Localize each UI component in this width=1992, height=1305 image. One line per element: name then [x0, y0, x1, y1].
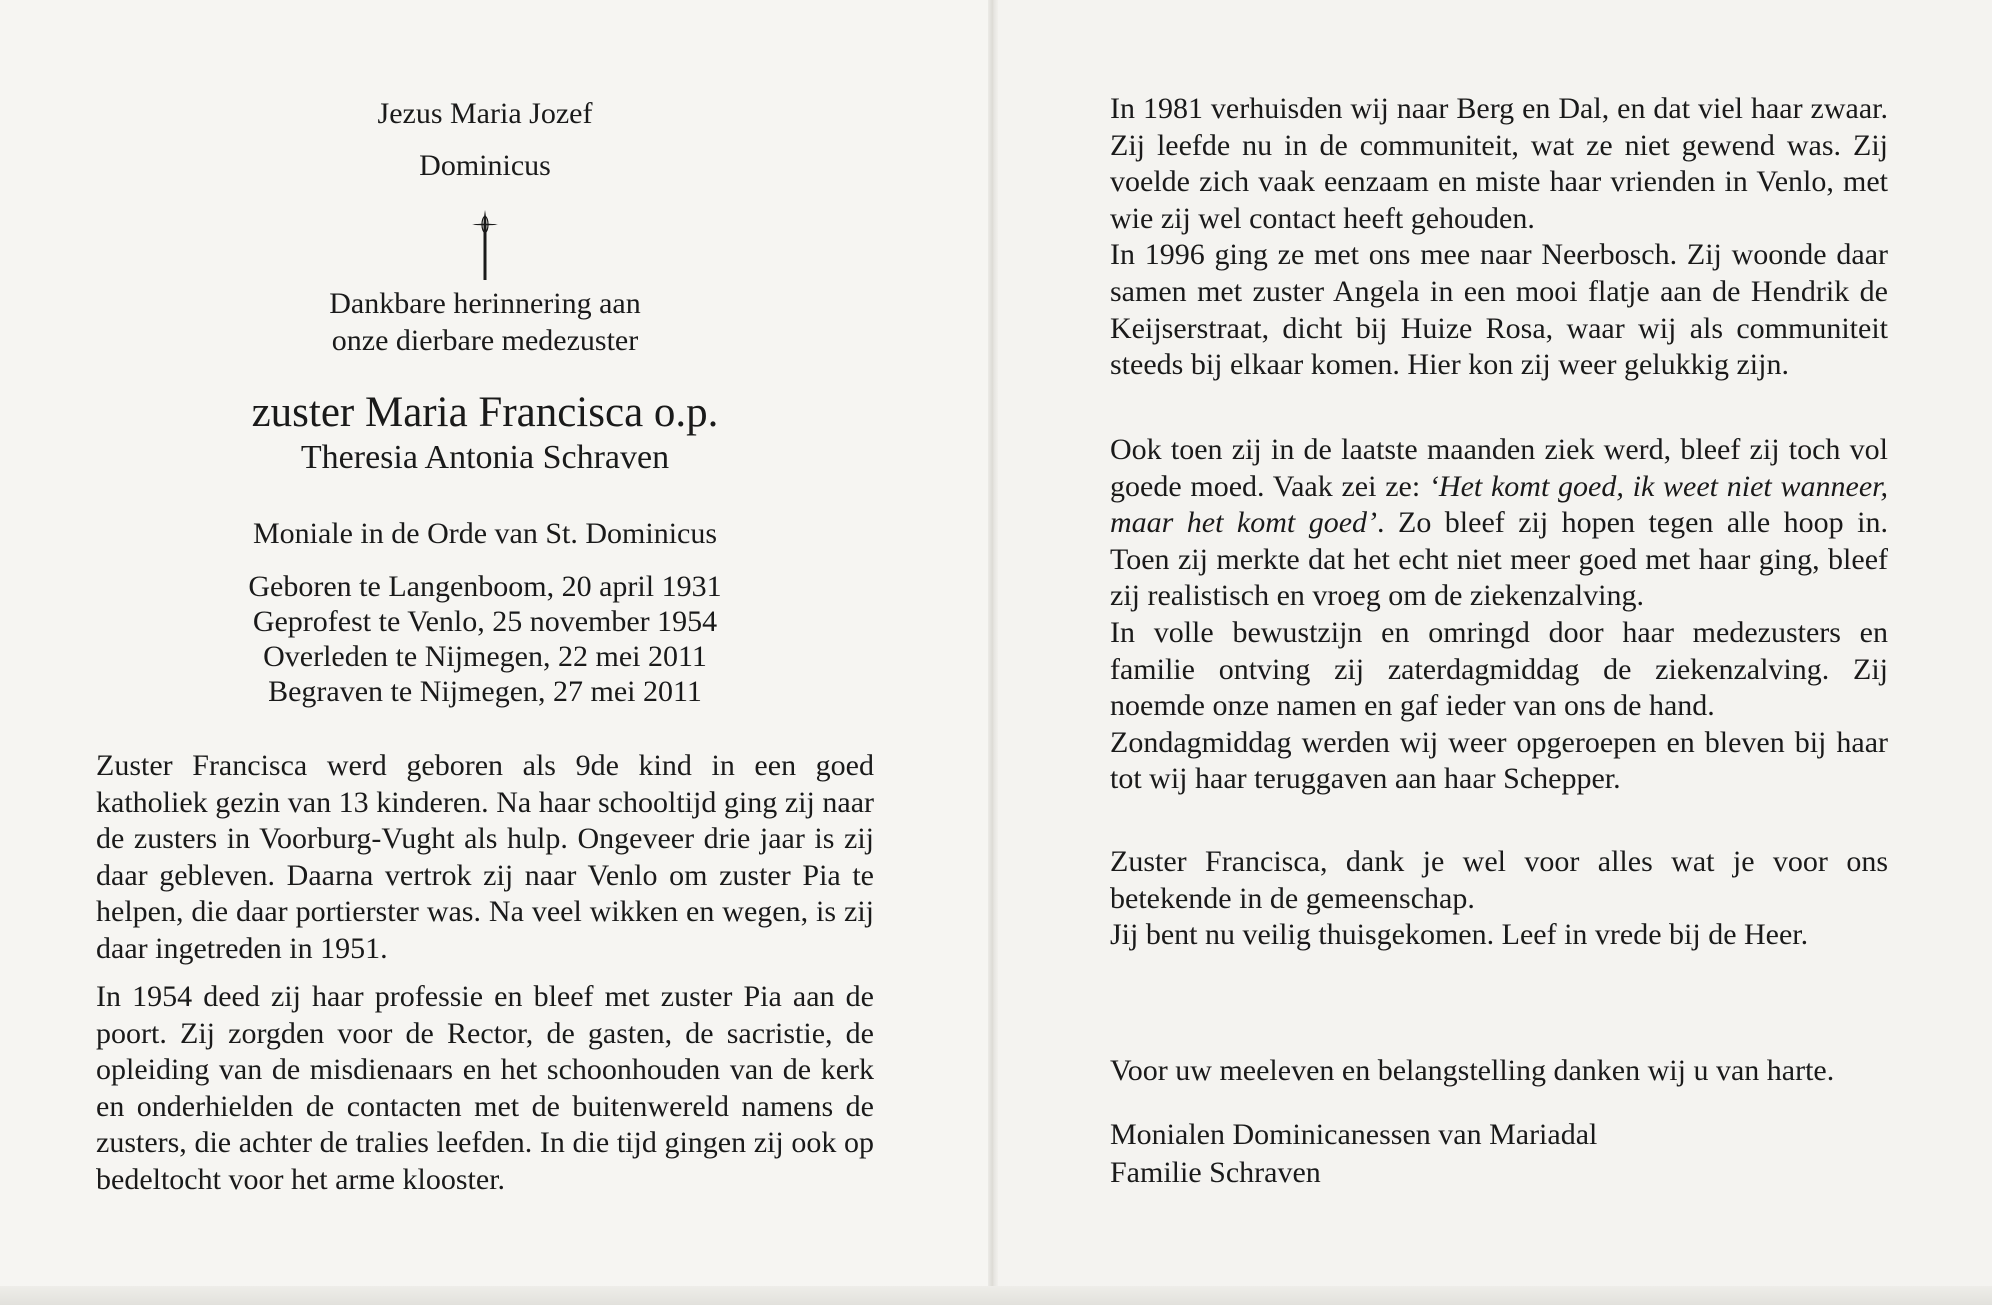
paragraph-text: Jij bent nu veilig thuisgekomen. Leef in vrede bij de Heer. [1110, 918, 1809, 952]
date-profession: Geprofest te Venlo, 25 november 1954 [252, 605, 718, 638]
order-name: Dominicus [419, 149, 551, 182]
paragraph-text: Zuster Francisca, dank je wel voor alles wat je voor ons betekende in de gemeenschap. [1110, 845, 1888, 915]
vocation: Moniale in de Orde van St. Dominicus [252, 517, 718, 550]
date-death: Overleden te Nijmegen, 22 mei 2011 [263, 640, 707, 673]
dagger-cross-icon [470, 208, 500, 282]
left-paragraph-2 [96, 979, 874, 1199]
civil-name: Theresia Antonia Schraven [300, 439, 670, 476]
right-paragraph-3 [1110, 844, 1888, 954]
paragraph-text [1110, 432, 1888, 615]
intro-line-2: onze dierbare medezuster [331, 324, 639, 357]
paragraph-start: Ook toen zij in de laatste maanden ziek werd, bleef zij toch vol goede moed. Vaak zei ze: [1110, 433, 1888, 503]
intro-line-1: Dankbare herinnering aan [329, 287, 641, 320]
signature-line-2: Familie Schraven [1110, 1156, 1321, 1189]
paragraph-text: In 1996 ging ze met ons mee naar Neerbosch. Zij woonde daar samen met zuster Angela in een mooi flatje aan de Hendrik de Keijserstraat, dicht bij Huize Rosa, waar wij als communiteit steeds bij elkaar komen. Hier kon zij weer gelukkig zijn. [1110, 238, 1888, 382]
left-paragraph-1 [96, 748, 874, 968]
paragraph-text: In volle bewustzijn en omringd door haar medezusters en familie ontving zij zaterdagmiddag de ziekenzalving. Zij noemde onze namen en gaf ieder van ons de hand. [1110, 615, 1888, 723]
signature-line-1: Monialen Dominicanessen van Mariadal [1110, 1118, 1598, 1151]
paragraph-text: Zondagmiddag werden wij weer opgeroepen en bleven bij haar tot wij haar teruggaven aan haar Schepper. [1110, 725, 1888, 796]
invocation: Jezus Maria Jozef [377, 97, 593, 130]
thanks-line: Voor uw meeleven en belangstelling danken wij u van harte. [1110, 1054, 1835, 1087]
religious-name: zuster Maria Francisca o.p. [251, 389, 719, 436]
paragraph-text: Zuster Francisca werd geboren als 9de kind in een goed katholiek gezin van 13 kinderen. Na haar schooltijd ging zij naar de zusters in Voorburg-Vught als hulp. Ongeveer drie jaar is zij daar gebleven. Daarna vertrok zij naar Venlo om zuster Pia te helpen, die daar portierster was. Na veel wikken en wegen, is zij daar ingetreden in 1951. [96, 749, 874, 965]
paragraph-end: . Zo bleef zij hopen tegen alle hoop in. Toen zij merkte dat het echt niet meer goed met haar ging, bleef zij realistisch en vroeg om de ziekenzalving. [1110, 506, 1888, 613]
paragraph-text: In 1981 verhuisden wij naar Berg en Dal, en dat viel haar zwaar. Zij leefde nu in de communiteit, wat ze niet gewend was. Zij voelde zich vaak eenzaam en miste haar vrienden in Venlo, met wie zij wel contact heeft gehouden. [1110, 92, 1888, 235]
quote: ‘Het komt goed, ik weet niet wanneer, maar het komt goed’ [1110, 469, 1888, 540]
card-fold [988, 0, 998, 1305]
right-paragraph-1 [1110, 91, 1888, 384]
card-bottom-edge [0, 1286, 1992, 1305]
date-birth: Geboren te Langenboom, 20 april 1931 [248, 570, 722, 603]
paragraph-text: In 1954 deed zij haar professie en bleef met zuster Pia aan de poort. Zij zorgden voor de Rector, de gasten, de sacristie, de opleiding van de misdienaars en het schoonhouden van de kerk en onderhielden de contacten met de buitenwereld namens de zusters, die achter de tralies leefden. In die tijd gingen zij ook op bedeltocht voor het arme klooster. [96, 980, 874, 1196]
right-paragraph-2 [1110, 432, 1888, 798]
date-burial: Begraven te Nijmegen, 27 mei 2011 [268, 675, 702, 708]
